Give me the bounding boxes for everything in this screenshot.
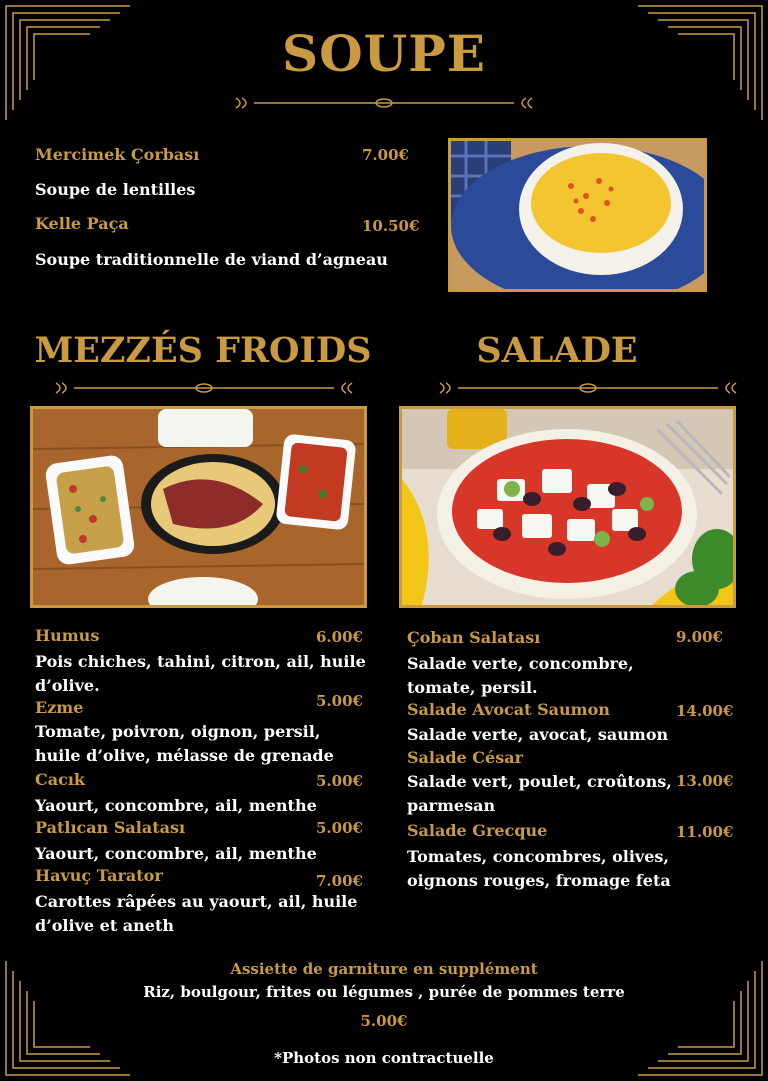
menu-item-name: Cacık xyxy=(35,770,86,789)
menu-item-name: Kelle Paça xyxy=(35,214,129,233)
menu-item-price: 14.00€ xyxy=(676,702,734,720)
menu-item-name: Salade Grecque xyxy=(407,821,548,840)
menu-item-name: Humus xyxy=(35,626,100,645)
menu-item-price: 7.00€ xyxy=(362,146,409,164)
menu-item-price: 10.50€ xyxy=(362,217,420,235)
garniture-price: 5.00€ xyxy=(360,1012,408,1030)
menu-item-price: 5.00€ xyxy=(316,772,363,790)
salade-title: SALADE xyxy=(476,330,638,371)
garniture-desc: Riz, boulgour, frites ou légumes , purée de pommes terre xyxy=(143,983,625,1001)
menu-item-price: 5.00€ xyxy=(316,819,363,837)
menu-item-desc: Yaourt, concombre, ail, menthe xyxy=(35,796,317,815)
menu-item-name: Havuç Tarator xyxy=(35,866,163,885)
menu-item-price: 9.00€ xyxy=(676,628,723,646)
mezzes-title: MEZZÉS FROIDS xyxy=(34,330,372,371)
menu-item-desc: Salade vert, poulet, croûtons, parmesan xyxy=(407,772,672,815)
menu-item-desc: Pois chiches, tahini, citron, ail, huile d’olive. xyxy=(35,652,366,695)
mezzes-photo xyxy=(30,406,367,608)
menu-item-desc: Tomates, concombres, olives, oignons rouges, fromage feta xyxy=(407,847,671,890)
menu-item-desc: Yaourt, concombre, ail, menthe xyxy=(35,844,317,863)
menu-item-price: 13.00€ xyxy=(676,772,734,790)
menu-item-desc: Soupe traditionnelle de viand d’agneau xyxy=(35,250,388,269)
menu-item-price: 7.00€ xyxy=(316,872,363,890)
soup-photo xyxy=(448,138,707,292)
garniture-title: Assiette de garniture en supplément xyxy=(230,960,538,978)
menu-item-name: Salade Avocat Saumon xyxy=(407,700,610,719)
menu-item-desc: Tomate, poivron, oignon, persil, huile d’olive, mélasse de grenade xyxy=(35,722,334,765)
soupe-title: SOUPE xyxy=(282,24,486,83)
photos-disclaimer: *Photos non contractuelle xyxy=(274,1049,494,1067)
menu-item-desc: Carottes râpées au yaourt, ail, huile d’olive et aneth xyxy=(35,892,358,935)
menu-item-price: 6.00€ xyxy=(316,628,363,646)
menu-item-name: Salade César xyxy=(407,748,524,767)
menu-item-name: Ezme xyxy=(35,698,84,717)
divider-ornament-icon xyxy=(52,379,356,397)
menu-item-name: Patlıcan Salatası xyxy=(35,818,186,837)
menu-item-name: Çoban Salatası xyxy=(407,628,541,647)
menu-item-desc: Salade verte, concombre, tomate, persil. xyxy=(407,654,634,697)
salade-photo xyxy=(399,406,736,608)
menu-item-price: 11.00€ xyxy=(676,823,734,841)
menu-item-desc: Salade verte, avocat, saumon xyxy=(407,725,669,744)
menu-item-name: Mercimek Çorbası xyxy=(35,145,200,164)
divider-ornament-icon xyxy=(436,379,740,397)
divider-ornament-icon xyxy=(232,94,536,112)
menu-item-price: 5.00€ xyxy=(316,692,363,710)
menu-item-desc: Soupe de lentilles xyxy=(35,180,196,199)
